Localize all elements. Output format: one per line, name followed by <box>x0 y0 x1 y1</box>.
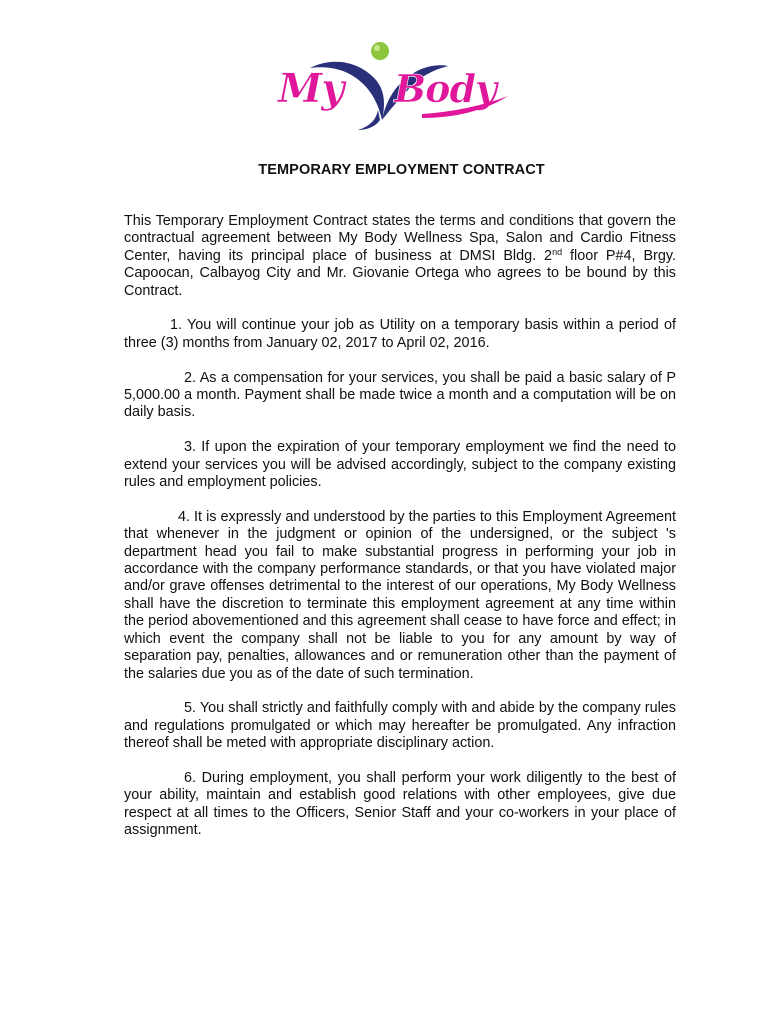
logo-text-my: My <box>278 65 344 112</box>
contract-body <box>124 213 676 857</box>
intro-text-a: This Temporary Employment Contract states the terms and conditions that govern the contractual agreement between My Body Wellness Spa, Salon and Cardio Fitness Center, having its principal place of business at DMSI Bldg. 2 <box>124 213 676 264</box>
intro-superscript: nd <box>552 246 563 257</box>
logo-swoosh-tail <box>358 110 380 130</box>
clause-6: 6. During employment, you shall perform your work diligently to the best of your ability, maintain and establish good relations with other employees, give due respect at all times to the Officers, Senior Staff and your co-workers in your place of assignment. <box>124 769 676 839</box>
logo-text-body: Body <box>394 66 497 111</box>
my-body-logo <box>272 40 516 132</box>
clause-4: 4. It is expressly and understood by the parties to this Employment Agreement that whenever in the judgment or opinion of the undersigned, or the subject 's department head you fail to make substantial progress in performing your job in accordance with the company performance standards, or that you have violated major and/or grave offenses detrimental to the interest of our operations, My Body Wellness shall have the discretion to terminate this employment agreement at any time within the period abovementioned and this agreement shall cease to have force and effect; in which event the company shall not be liable to you for any amount by way of separation pay, penalties, allowances and or remuneration other than the payment of the salaries due you as of the date of such termination. <box>124 508 676 682</box>
clause-2: 2. As a compensation for your services, you shall be paid a basic salary of P 5,000.00 a month. Payment shall be made twice a month and a computation will be on daily basis. <box>124 369 676 421</box>
document-title: TEMPORARY EMPLOYMENT CONTRACT <box>258 162 545 178</box>
logo-head-dot <box>371 42 389 60</box>
clause-1: 1. You will continue your job as Utility on a temporary basis within a period of three (3) months from January 02, 2017 to April 02, 2016. <box>124 317 676 351</box>
intro-paragraph <box>124 213 676 300</box>
clause-5: 5. You shall strictly and faithfully comply with and abide by the company rules and regulations promulgated or which may hereafter be promulgated. Any infraction thereof shall be meted with appropriate disciplinary action. <box>124 700 676 752</box>
clause-3: 3. If upon the expiration of your temporary employment we find the need to extend your services you will be advised accordingly, subject to the company existing rules and employment policies. <box>124 439 676 491</box>
intro-text-b: floor P#4, Brgy. Capoocan, Calbayog City and Mr. Giovanie Ortega who agrees to be bound by this Contract. <box>124 247 676 299</box>
